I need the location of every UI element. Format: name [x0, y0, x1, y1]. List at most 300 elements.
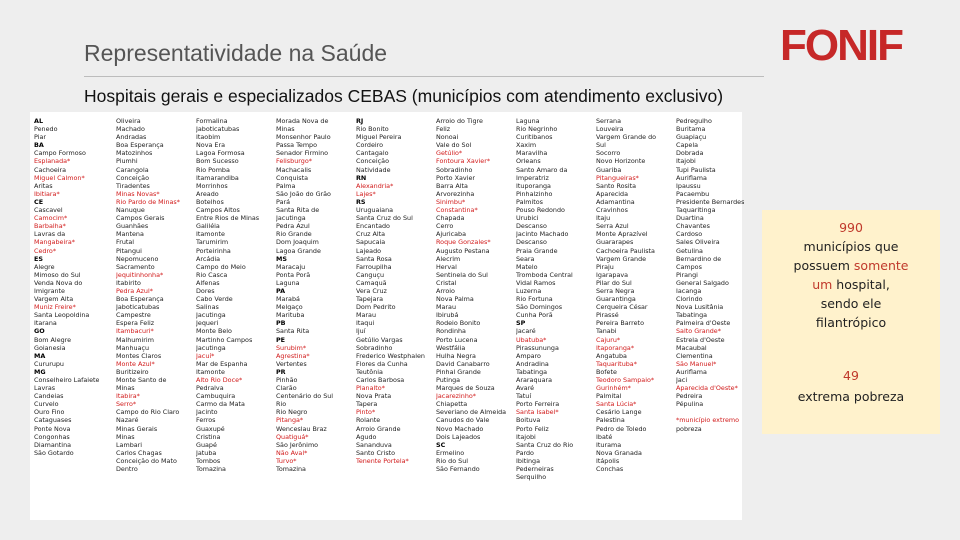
municipality-item: Novo Horizonte [596, 157, 646, 166]
municipality-item: Sul [596, 141, 606, 150]
state-header: MA [34, 351, 46, 360]
municipality-item: Ermelino [436, 448, 465, 457]
municipality-item: Itabirito [116, 278, 141, 287]
state-header: PE [276, 335, 286, 344]
state-header: ES [34, 254, 43, 263]
municipality-item: Sacramento [116, 262, 155, 271]
municipality-item: Matozinhos [116, 149, 153, 158]
municipality-item: Nepomuceno [116, 254, 159, 263]
municipality-item: Bernardino de [676, 254, 722, 263]
municipality-item: Campos Altos [196, 206, 240, 215]
municipality-item: Santo Amaro da [516, 165, 568, 174]
municipality-item: Severiano de Almeida [436, 408, 507, 417]
state-header: MS [276, 254, 287, 263]
municipality-item: Rio Pomba [196, 165, 230, 174]
municipality-item: Tapejara [356, 295, 383, 304]
municipality-item: Morrinhos [196, 181, 228, 190]
municipality-item: Serro* [116, 400, 137, 409]
municipality-item: Cravinhos [596, 206, 628, 215]
municipality-item: Hulha Negra [436, 351, 476, 360]
municipality-item: Miguel Pereira [356, 133, 402, 142]
municipality-column-4 [276, 117, 333, 473]
municipality-item: Vargem Alta [34, 295, 74, 304]
municipality-item: Passa Tempo [276, 141, 318, 150]
municipality-item: Penedo [34, 125, 58, 134]
callout-line5: filantrópico [815, 315, 887, 330]
municipality-item: Sinimbu* [436, 197, 466, 206]
municipality-item: Conchas [596, 465, 624, 474]
municipality-item: Tombos [196, 456, 221, 465]
municipality-item: Pará [276, 197, 291, 206]
municipality-item: Salto Grande* [676, 327, 721, 336]
municipality-column-9 [676, 117, 744, 433]
municipality-item: Espera Feliz [116, 319, 155, 328]
municipality-item: Vale do Sol [436, 141, 472, 150]
municipality-item: *município extremo [676, 416, 740, 425]
municipality-item: Itaporanga* [596, 343, 635, 352]
municipality-item: Cesário Lange [596, 408, 642, 417]
municipality-item: Campo Formoso [34, 149, 86, 158]
municipality-item: Jacinto Machado [516, 230, 569, 239]
municipality-item: Carlos Chagas [116, 448, 162, 457]
municipality-item: Santo Cristo [356, 448, 396, 457]
municipality-item: Estrela d'Oeste [676, 335, 725, 344]
state-header: GO [34, 327, 45, 336]
municipality-item: Não Aval* [276, 448, 308, 457]
municipality-column-7 [516, 117, 573, 481]
municipality-item: Buritama [676, 125, 706, 134]
municipality-item: Pépulina [676, 400, 704, 409]
municipality-item: Jacutinga [276, 214, 306, 223]
municipality-item: Nova Palma [436, 295, 474, 304]
municipality-item: Jequeri [196, 319, 219, 328]
municipality-item: Sapucaia [356, 238, 386, 247]
municipality-item: Augusto Pestana [436, 246, 490, 255]
municipality-item: Farroupilha [356, 262, 392, 271]
municipality-item: Tabatinga [516, 367, 548, 376]
municipality-item: Piar [34, 133, 47, 142]
municipality-column-2 [116, 117, 180, 473]
municipality-item: Jacarezinho* [436, 392, 476, 401]
municipality-item: Ituporanga [516, 181, 551, 190]
municipality-item: Frederico Westphalen [356, 351, 425, 360]
municipality-item: Jacutinga [196, 311, 226, 320]
municipality-item: Rio do Sul [436, 456, 469, 465]
municipality-item: Rondinha [436, 327, 466, 336]
municipality-item: Maracaju [276, 262, 306, 271]
municipality-item: Monte Aprazível [596, 230, 648, 239]
municipality-item: Cabo Verde [196, 295, 233, 304]
municipality-item: Chiapetta [436, 400, 468, 409]
callout-line3 [762, 275, 940, 294]
municipality-item: Tarumirim [196, 238, 229, 247]
municipality-item: Cascavel [34, 206, 63, 215]
municipality-item: Minas [116, 384, 135, 393]
municipality-item: Camocim* [34, 214, 68, 223]
municipality-item: Andradina [516, 359, 549, 368]
municipality-item: Adamantina [596, 197, 635, 206]
count-990: 990 [839, 220, 863, 235]
municipality-item: Descanso [516, 222, 547, 231]
municipality-item: Monte Azul* [116, 359, 155, 368]
municipality-item: Capela [676, 141, 699, 150]
municipality-item: Marau [356, 311, 377, 320]
municipality-item: Roque Gonzales* [436, 238, 491, 247]
municipality-item: Sentinela do Sul [436, 270, 488, 279]
municipality-item: Rio Negro [276, 408, 308, 417]
municipality-item: Pirangi [676, 270, 698, 279]
municipality-item: Conselheiro Lafaiete [34, 376, 100, 384]
municipality-item: Planalto* [356, 384, 385, 393]
municipality-item: Cantagalo [356, 149, 389, 158]
municipality-item: Serquilho [516, 473, 547, 482]
municipality-item: Pinhão [276, 376, 298, 384]
municipality-item: Itamonte [196, 230, 225, 239]
municipality-item: Ferros [196, 416, 216, 425]
municipality-item: Salinas [196, 303, 219, 312]
municipality-item: Encantado [356, 222, 390, 231]
municipality-item: Vertentes [276, 359, 307, 368]
municipality-item: Pacaembu [676, 189, 710, 198]
municipality-item: Seara [516, 254, 535, 263]
municipality-item: Tapera [356, 400, 378, 409]
municipality-item: Pedregulho [676, 117, 712, 125]
municipality-item: Miguel Calmon* [34, 173, 85, 182]
municipality-item: Wenceslau Braz [276, 424, 327, 433]
municipality-item: Pedreira [676, 392, 703, 401]
municipality-item: Malhumirim [116, 335, 154, 344]
municipality-item: Cerqueira César [596, 303, 648, 312]
municipality-item: Jacinto [196, 408, 218, 417]
municipality-item: Jaboticatubas [196, 125, 240, 134]
count-49: 49 [843, 368, 859, 383]
municipality-item: Galiléia [196, 222, 220, 231]
municipality-item: Louveira [596, 125, 624, 134]
municipality-item: Surubim* [276, 343, 307, 352]
municipality-item: Nanuque [116, 206, 145, 215]
municipality-item: Monte Belo [196, 327, 232, 336]
municipality-column-8 [596, 117, 656, 473]
municipality-item: Venda Nova do [34, 278, 83, 287]
municipality-item: Ajuricaba [436, 230, 467, 239]
municipality-item: Cataguases [34, 416, 72, 425]
municipality-item: Auriflama [676, 173, 707, 182]
municipality-item: Itaobim [196, 133, 221, 142]
municipality-item: Marques de Souza [436, 384, 495, 393]
municipality-item: São Domingos [516, 303, 563, 312]
municipality-item: Itambacuri* [116, 327, 154, 336]
municipality-item: Mar de Espanha [196, 359, 248, 368]
summary-callout [762, 210, 940, 434]
municipality-item: Herval [436, 262, 457, 271]
municipality-item: Cachoeira [34, 165, 67, 174]
slide-title: Representatividade na Saúde [84, 40, 388, 66]
municipality-item: Porto Ferreira [516, 400, 560, 409]
municipality-item: Marau [436, 303, 457, 312]
municipality-item: Constantina* [436, 206, 478, 215]
municipality-item: Rodeio Bonito [436, 319, 481, 328]
municipality-item: Luzerna [516, 286, 542, 295]
municipality-item: Iturama [596, 440, 622, 449]
municipality-item: Nonoai [436, 133, 459, 142]
municipality-item: Sananduva [356, 440, 392, 449]
municipality-item: General Salgado [676, 278, 729, 287]
municipality-item: Teodoro Sampaio* [596, 376, 655, 384]
municipality-item: Ubatuba* [516, 335, 547, 344]
municipality-item: Tenente Portela* [356, 456, 409, 465]
municipality-item: Rio Grande [276, 230, 312, 239]
municipality-item: Itápolis [596, 456, 620, 465]
municipality-item: Jaboticatubas [116, 303, 160, 312]
municipality-item: Pitanga* [276, 416, 304, 425]
municipality-item: Pedra Azul [276, 222, 310, 231]
municipality-item: Pirassé [596, 311, 619, 320]
municipality-item: Serrana [596, 117, 622, 125]
municipality-item: Arroio do Tigre [436, 117, 483, 125]
municipality-item: Porto Xavier [436, 173, 476, 182]
municipality-item: Arcádia [196, 254, 221, 263]
municipality-item: Pitangui [116, 246, 142, 255]
municipality-item: Esplanada* [34, 157, 71, 166]
municipality-item: Ibitinga [516, 456, 541, 465]
municipality-item: Itajobi [676, 157, 696, 166]
municipality-item: Teutônia [356, 367, 383, 376]
municipality-item: Campos Gerais [116, 214, 165, 223]
callout-line6: extrema pobreza [797, 389, 905, 404]
municipality-item: Senador Firmino [276, 149, 329, 158]
municipality-item: Melgaço [276, 303, 303, 312]
municipality-item: Pardo [516, 448, 534, 457]
municipality-item: Minas [276, 125, 295, 134]
municipality-item: Monsenhor Paulo [276, 133, 331, 142]
state-header: SP [516, 319, 526, 328]
municipality-item: Cururupu [34, 359, 64, 368]
municipality-item: Alfenas [196, 278, 220, 287]
municipality-item: Pilar do Sul [596, 278, 632, 287]
municipality-item: Cambuquira [196, 392, 236, 401]
municipality-item: Fontoura Xavier* [436, 157, 491, 166]
municipality-item: Aritas [34, 181, 53, 190]
municipality-item: Barra Alta [436, 181, 468, 190]
municipality-item: Nova Era [196, 141, 226, 150]
municipality-column-6 [436, 117, 506, 473]
municipality-item: Minas Novas* [116, 189, 160, 198]
municipality-item: São Jerônimo [276, 440, 319, 449]
municipality-item: Barbalha* [34, 222, 66, 231]
municipality-item: Pedralva [196, 384, 224, 393]
municipality-item: Pedra Azul* [116, 286, 153, 295]
state-header: BA [34, 141, 44, 150]
municipality-item: Xaxim [516, 141, 537, 150]
municipality-item: Sales Oliveira [676, 238, 720, 247]
municipality-item: Angatuba [596, 351, 627, 360]
municipality-item: Amparo [516, 351, 541, 360]
municipality-item: Dom Joaquim [276, 238, 319, 247]
municipality-item: Palmitos [516, 197, 544, 206]
municipality-item: Chavantes [676, 222, 710, 231]
municipality-item: Mantena [116, 230, 144, 239]
municipality-item: Porto Lucena [436, 335, 478, 344]
municipality-item: Botelhos [196, 197, 224, 206]
municipality-item: Martinho Campos [196, 335, 253, 344]
municipality-item: Getúlio* [436, 149, 463, 158]
municipality-item: Alto Rio Doce* [196, 376, 243, 384]
municipality-item: Lavras [34, 384, 56, 393]
municipality-item: Nazaré [116, 416, 139, 425]
title-underline [84, 76, 764, 77]
municipality-item: São Manuel* [676, 359, 717, 368]
municipality-item: Camaquã [356, 278, 387, 287]
municipality-item: Clorindo [676, 295, 703, 304]
municipality-item: Orleans [516, 157, 541, 166]
municipality-item: Diamantina [34, 440, 72, 449]
municipality-item: Jaci [676, 376, 688, 384]
municipality-item: Serra Azul [596, 222, 629, 231]
municipality-item: Manhuaçu [116, 343, 150, 352]
callout-highlight-somente: somente [853, 258, 909, 273]
municipality-item: Campestre [116, 311, 151, 320]
municipality-item: Agrestina* [276, 351, 310, 360]
municipality-item: Rio [276, 400, 287, 409]
municipality-item: Minas [116, 432, 135, 441]
municipality-item: Marabá [276, 295, 300, 304]
state-header: RN [356, 173, 367, 182]
municipality-list-panel [30, 112, 745, 520]
municipality-item: Vargem Grande [596, 254, 647, 263]
state-header: RS [356, 197, 366, 206]
municipality-item: Centenário do Sul [276, 392, 334, 401]
municipality-item: Oliveira [116, 117, 141, 125]
municipality-item: Candeias [34, 392, 64, 401]
municipality-item: Rio Negrinho [516, 125, 558, 134]
municipality-item: Socorro [596, 149, 621, 158]
municipality-item: Turvo* [276, 456, 297, 465]
municipality-item: Itarana [34, 319, 57, 328]
municipality-item: Rio Fortuna [516, 295, 553, 304]
municipality-item: Itaju [596, 214, 611, 223]
municipality-item: Alecrim [436, 254, 461, 263]
municipality-item: Taquarituba* [596, 359, 637, 368]
state-header: PB [276, 319, 286, 328]
municipality-item: Ipaussu [676, 181, 701, 190]
municipality-item: Alexandria* [356, 181, 394, 190]
municipality-item: Santa Rosa [356, 254, 392, 263]
municipality-item: Tiradentes [116, 181, 150, 190]
municipality-item: Pinhalzinho [516, 189, 553, 198]
municipality-item: Pirassununga [516, 343, 559, 352]
municipality-item: Laguna [516, 117, 540, 125]
municipality-item: Santa Lúcia* [596, 400, 637, 409]
municipality-item: Sobradinho [436, 165, 473, 174]
municipality-item: Urubici [516, 214, 539, 223]
municipality-item: Curitibanos [516, 133, 553, 142]
municipality-item: Arvorezinha [436, 189, 475, 198]
municipality-item: pobreza [676, 424, 702, 433]
municipality-item: Tatuí [516, 392, 532, 401]
municipality-item: Canudos do Vale [436, 416, 490, 425]
municipality-item: Lagoa Grande [276, 246, 321, 255]
municipality-item: Morada Nova de [276, 117, 329, 125]
municipality-item: Laguna [276, 278, 300, 287]
municipality-item: Pedro de Toledo [596, 424, 647, 433]
state-header: PA [276, 286, 286, 295]
municipality-item: Imigrante [34, 286, 65, 295]
municipality-item: Porteirinha [196, 246, 231, 255]
municipality-item: Putinga [436, 376, 461, 384]
municipality-item: Mimoso do Sul [34, 270, 81, 279]
municipality-item: Vera Cruz [356, 286, 387, 295]
municipality-item: Campo do Rio Claro [116, 408, 180, 417]
municipality-item: Alegre [34, 262, 55, 271]
municipality-item: Matelo [516, 262, 538, 271]
municipality-item: Jacuí* [196, 351, 215, 360]
municipality-item: Monte Santo de [116, 376, 167, 384]
municipality-item: Guariba [596, 165, 622, 174]
municipality-item: Tomazina [196, 465, 226, 474]
municipality-item: Lagoa Formosa [196, 149, 245, 158]
municipality-item: Areado [196, 189, 219, 198]
municipality-item: Taquaritinga [676, 206, 716, 215]
municipality-column-1 [34, 117, 99, 457]
municipality-item: Lajeado [356, 246, 382, 255]
municipality-item: Mangabeira* [34, 238, 75, 247]
callout-line1: municípios que [803, 239, 899, 254]
state-header: PR [276, 367, 286, 376]
municipality-item: Arroio Grande [356, 424, 401, 433]
municipality-item: Nova Prata [356, 392, 392, 401]
municipality-item: Dom Pedrito [356, 303, 396, 312]
municipality-item: Carmo da Mata [196, 400, 245, 409]
municipality-item: Campos [676, 262, 702, 271]
municipality-item: Montes Claros [116, 351, 162, 360]
municipality-item: Guararapes [596, 238, 634, 247]
municipality-item: Itamarandiba [196, 173, 239, 182]
municipality-item: Cardoso [676, 230, 703, 239]
municipality-item: Congonhas [34, 432, 70, 441]
callout-line2 [762, 256, 940, 275]
municipality-item: Rio Casca [196, 270, 228, 279]
state-header: CE [34, 197, 44, 206]
municipality-item: Buritizeiro [116, 367, 149, 376]
state-header: AL [34, 117, 44, 125]
municipality-item: Cordeiro [356, 141, 384, 150]
municipality-item: Bom Alegre [34, 335, 72, 344]
municipality-item: Pereira Barreto [596, 319, 644, 328]
municipality-item: Pinto* [356, 408, 376, 417]
municipality-item: Piumhi [116, 157, 138, 166]
municipality-item: São Fernando [436, 465, 480, 474]
municipality-item: Arroio [436, 286, 455, 295]
municipality-item: Bom Sucesso [196, 157, 239, 166]
municipality-item: Cerro [436, 222, 454, 231]
municipality-item: Tanabi [596, 327, 617, 336]
municipality-item: Campo do Meio [196, 262, 246, 271]
municipality-item: Guaxupé [196, 424, 225, 433]
municipality-item: Macaubal [676, 343, 707, 352]
municipality-item: Uruguaiana [356, 206, 394, 215]
municipality-item: Conceição [356, 157, 389, 166]
municipality-item: Lambari [116, 440, 143, 449]
municipality-item: Tomazina [276, 465, 306, 474]
municipality-item: Conceição [116, 173, 149, 182]
municipality-item: Ibaté [596, 432, 613, 441]
municipality-item: Tabatinga [676, 311, 708, 320]
municipality-item: Natividade [356, 165, 391, 174]
municipality-item: Serra Negra [596, 286, 635, 295]
callout-line4: sendo ele [820, 296, 882, 311]
municipality-item: Machado [116, 125, 145, 134]
municipality-item: Andradas [116, 133, 147, 142]
